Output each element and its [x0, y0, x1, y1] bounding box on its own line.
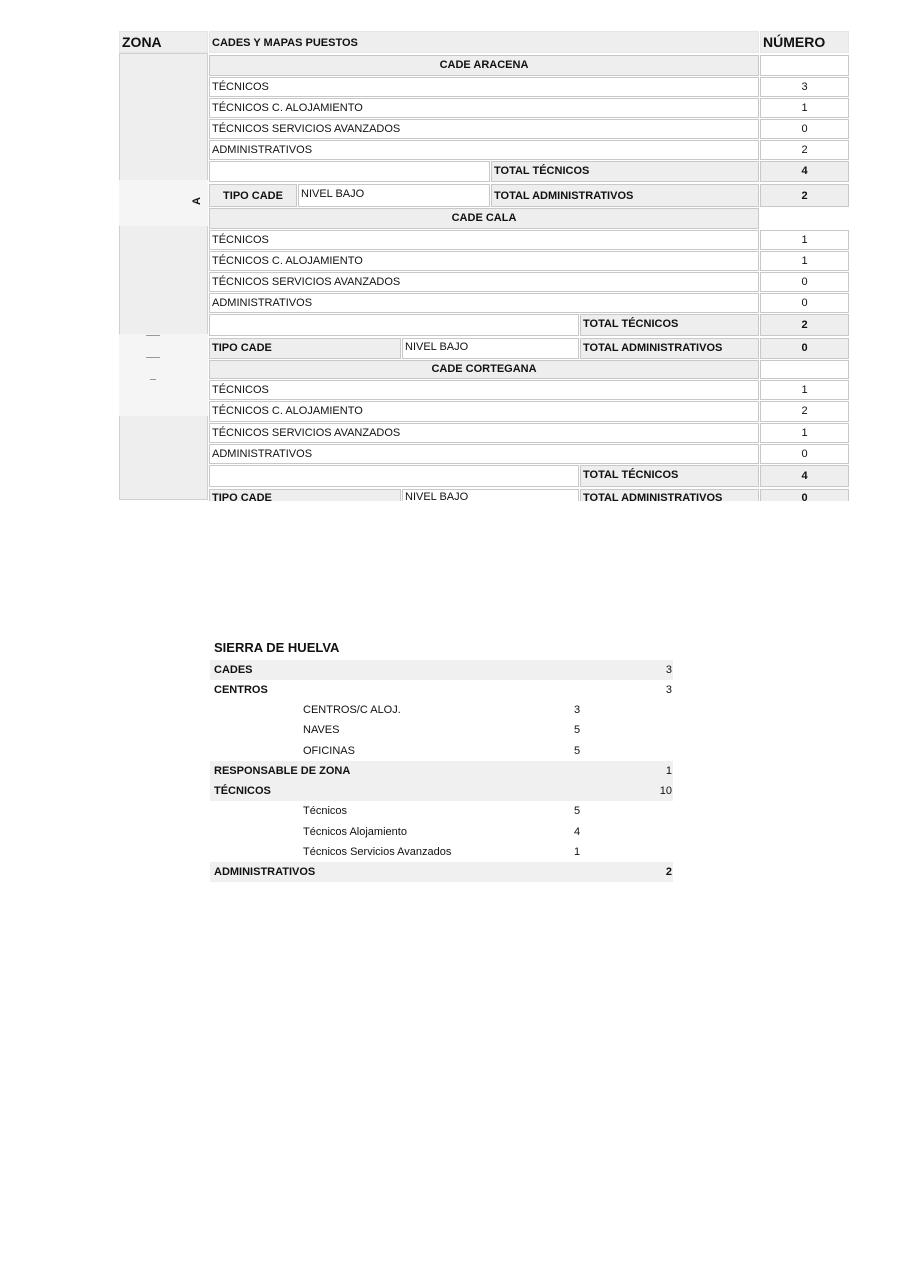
tecnicos-value: 10 [659, 785, 672, 797]
centros-item-value: 5 [574, 745, 581, 757]
responsable-label: RESPONSABLE DE ZONA [214, 765, 351, 777]
cade-title: CADE ARACENA [209, 55, 759, 76]
row-label: TÉCNICOS C. ALOJAMIENTO [209, 251, 759, 271]
total-admin-value: 0 [760, 338, 849, 359]
total-tecnicos-value: 2 [760, 314, 849, 336]
centros-item-value: 5 [574, 724, 581, 736]
centros-item-label: OFICINAS [303, 745, 355, 757]
tecnicos-label: TÉCNICOS [214, 785, 271, 797]
tecnicos-item-value: 1 [574, 846, 581, 858]
tipo-cade-value: NIVEL BAJO [402, 338, 579, 359]
row-value: 0 [760, 293, 849, 313]
centros-item-label: CENTROS/C ALOJ. [303, 704, 401, 716]
row-label: TÉCNICOS [209, 230, 759, 250]
cade-title: CADE CALA [209, 208, 759, 229]
row-value: 0 [760, 119, 849, 139]
cades-value: 3 [665, 664, 672, 676]
tecnicos-item-value: 5 [574, 805, 581, 817]
total-tecnicos-label: TOTAL TÉCNICOS [491, 161, 759, 182]
total-admin-value: 0 [760, 489, 849, 501]
row-value: 2 [760, 140, 849, 160]
total-tecnicos-label: TOTAL TÉCNICOS [580, 465, 759, 487]
tipo-cade-label: TIPO CADE [209, 184, 297, 207]
row-value: 0 [760, 444, 849, 464]
row-label: TÉCNICOS [209, 380, 759, 400]
tipo-cade-label: TIPO CADE [209, 338, 401, 359]
summary-title: SIERRA DE HUELVA [214, 640, 340, 655]
tecnicos-item-label: Técnicos Alojamiento [303, 826, 407, 838]
centros-value: 3 [665, 684, 672, 696]
row-value: 2 [760, 401, 849, 422]
tipo-cade-label: TIPO CADE [209, 489, 401, 501]
total-admin-label: TOTAL ADMINISTRATIVOS [580, 338, 759, 359]
responsable-value: 1 [665, 765, 672, 777]
zone-vertical-text: A [190, 197, 203, 205]
row-value: 1 [760, 98, 849, 118]
header-numero: NÚMERO [760, 31, 849, 53]
cade-title: CADE CORTEGANA [209, 360, 759, 379]
row-label: ADMINISTRATIVOS [209, 444, 759, 464]
row-value: 3 [760, 77, 849, 97]
total-admin-label: TOTAL ADMINISTRATIVOS [580, 489, 759, 501]
administrativos-label: ADMINISTRATIVOS [214, 866, 316, 878]
row-label: TÉCNICOS SERVICIOS AVANZADOS [209, 119, 759, 139]
row-value: 1 [760, 251, 849, 271]
row-label: TÉCNICOS SERVICIOS AVANZADOS [209, 423, 759, 443]
centros-label: CENTROS [214, 684, 268, 696]
total-admin-label: TOTAL ADMINISTRATIVOS [491, 184, 759, 207]
total-tecnicos-value: 4 [760, 161, 849, 182]
total-admin-value: 2 [760, 184, 849, 207]
row-value: 0 [760, 272, 849, 292]
row-label: TÉCNICOS SERVICIOS AVANZADOS [209, 272, 759, 292]
row-value: 1 [760, 230, 849, 250]
tipo-cade-value: NIVEL BAJO [402, 489, 579, 501]
row-label: ADMINISTRATIVOS [209, 293, 759, 313]
tecnicos-item-label: Técnicos Servicios Avanzados [303, 846, 452, 858]
row-label: TÉCNICOS C. ALOJAMIENTO [209, 401, 759, 422]
row-value: 1 [760, 380, 849, 400]
total-tecnicos-label: TOTAL TÉCNICOS [580, 314, 759, 336]
header-cades: CADES Y MAPAS PUESTOS [209, 31, 759, 53]
tipo-cade-value: NIVEL BAJO [298, 184, 490, 207]
centros-item-value: 3 [574, 704, 581, 716]
row-label: ADMINISTRATIVOS [209, 140, 759, 160]
tecnicos-item-label: Técnicos [303, 805, 348, 817]
centros-item-label: NAVES [303, 724, 340, 736]
row-label: TÉCNICOS C. ALOJAMIENTO [209, 98, 759, 118]
tecnicos-item-value: 4 [574, 826, 581, 838]
total-tecnicos-value: 4 [760, 465, 849, 487]
cades-label: CADES [214, 664, 253, 676]
row-label: TÉCNICOS [209, 77, 759, 97]
administrativos-value: 2 [665, 866, 672, 878]
row-value: 1 [760, 423, 849, 443]
header-zona: ZONA [119, 31, 208, 53]
